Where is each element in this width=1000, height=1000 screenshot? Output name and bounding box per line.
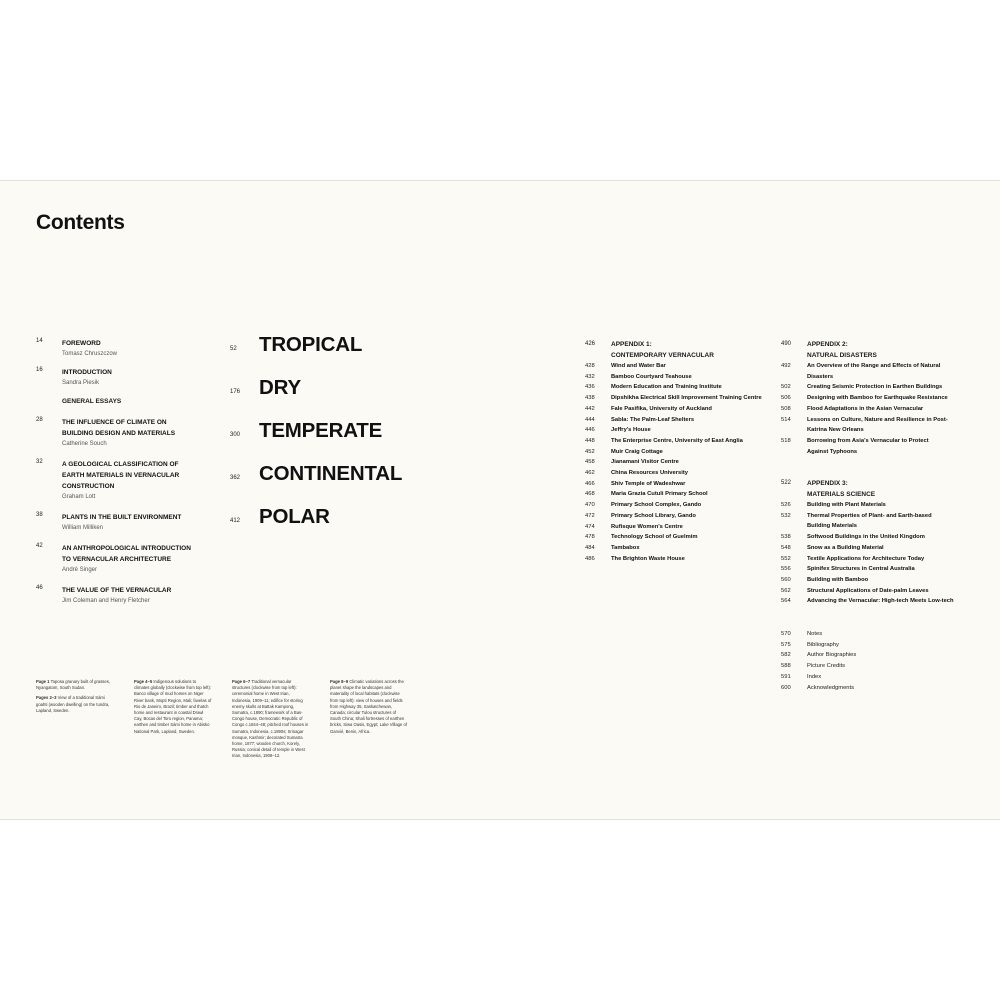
appendix-subtitle: CONTEMPORARY VERNACULAR: [611, 352, 714, 359]
page-number: 532: [781, 512, 791, 519]
caption-label: Page 8–9: [330, 679, 349, 684]
back-matter-list: [781, 629, 981, 693]
toc-entry[interactable]: [781, 640, 981, 651]
entry-title-line: Designing with Bamboo for Earthquake Resistance: [807, 395, 948, 402]
entry-title: Bibliography: [807, 641, 839, 648]
toc-entry[interactable]: [781, 575, 981, 586]
toc-entry[interactable]: [585, 436, 785, 447]
entry-title: Primary School Complex, Gando: [611, 502, 702, 509]
toc-entry[interactable]: [36, 585, 226, 606]
page-title: Contents: [36, 211, 125, 234]
page-number: 458: [585, 459, 595, 466]
toc-entry[interactable]: [781, 532, 981, 543]
toc-entry[interactable]: [585, 393, 785, 404]
page-number: 28: [36, 417, 43, 423]
entry-title: Modern Education and Training Institute: [611, 384, 722, 391]
page-number: 484: [585, 544, 595, 551]
page-number: 564: [781, 598, 791, 605]
entry-title: Index: [807, 673, 822, 680]
page-number: 472: [585, 512, 595, 519]
caption-label: Page 1: [36, 679, 50, 684]
page-number: 474: [585, 523, 595, 530]
page-number: 38: [36, 512, 43, 518]
appendix-label: APPENDIX 2:: [807, 341, 848, 348]
page-number: 14: [36, 338, 43, 344]
page-number: 548: [781, 544, 791, 551]
page-number: 470: [585, 502, 595, 509]
toc-entry[interactable]: [781, 361, 981, 382]
appendix-heading[interactable]: [781, 339, 981, 361]
page-number: 442: [585, 405, 595, 412]
entry-title: China Resources University: [611, 470, 688, 477]
entry-title-line: Against Typhoons: [807, 448, 858, 455]
caption-label: Pages 2–3: [36, 695, 57, 701]
toc-entry[interactable]: [585, 554, 785, 565]
page-number: 562: [781, 587, 791, 594]
page-number: 432: [585, 373, 595, 380]
toc-entry[interactable]: [781, 554, 981, 565]
toc-entry[interactable]: [36, 543, 226, 575]
entry-title-line: Structural Applications of Date-palm Leaves: [807, 587, 929, 594]
toc-entry[interactable]: [36, 417, 226, 449]
toc-entry[interactable]: [585, 479, 785, 490]
climate-name: DRY: [259, 376, 301, 399]
page-number: 32: [36, 459, 43, 465]
page-number: 46: [36, 585, 43, 591]
appendix-heading[interactable]: [781, 478, 981, 500]
page-number: 176: [230, 389, 241, 395]
page-number: 582: [781, 652, 791, 659]
entry-title: Sabla: The Palm-Leaf Shelters: [611, 416, 695, 423]
page-number: 468: [585, 491, 595, 498]
entry-title-line: Katrina New Orleans: [807, 427, 864, 434]
page-number: 300: [230, 432, 241, 438]
appendix-2-list: [781, 361, 981, 457]
entry-title-line: EARTH MATERIALS IN VERNACULAR: [62, 472, 180, 479]
caption-text: Toposa granary built of grasses, Nyangatom, South Sudan.: [36, 679, 110, 691]
toc-entry-introduction[interactable]: [36, 367, 226, 388]
page-number: 412: [230, 518, 241, 524]
climates-column: [226, 333, 456, 548]
entry-title-line: BUILDING DESIGN AND MATERIALS: [62, 430, 176, 437]
appendix-1: [585, 339, 785, 564]
toc-entry[interactable]: [585, 404, 785, 415]
entry-title: Tambabox: [611, 544, 640, 551]
entry-title: Muir Craig Cottage: [611, 448, 663, 455]
entry-title-line: Building Materials: [807, 523, 857, 530]
entry-title-line: Thermal Properties of Plant- and Earth-based: [807, 512, 932, 519]
entry-author: Sandra Piesik: [62, 380, 100, 386]
toc-entry[interactable]: [781, 661, 981, 672]
toc-entry[interactable]: [585, 500, 785, 511]
entry-title: Notes: [807, 631, 823, 637]
entry-author: William Milliken: [62, 525, 104, 531]
climate-name: POLAR: [259, 505, 330, 528]
entry-title-line: THE VALUE OF THE VERNACULAR: [62, 587, 172, 594]
entry-title: Primary School Library, Gando: [611, 512, 696, 519]
entry-title-line: Disasters: [807, 373, 834, 380]
entry-title-line: Advancing the Vernacular: High-tech Meets Low-tech: [807, 598, 954, 605]
toc-entry[interactable]: [781, 683, 981, 694]
page-number: 426: [585, 341, 596, 347]
page-number: 600: [781, 684, 791, 691]
toc-entry[interactable]: [585, 415, 785, 426]
page-number: 518: [781, 437, 791, 444]
entry-title-line: Spinifex Structures in Central Australia: [807, 566, 915, 573]
toc-entry[interactable]: [781, 436, 981, 457]
entry-author: Catherine Souch: [62, 441, 107, 447]
toc-entry[interactable]: [585, 361, 785, 372]
page-number: 526: [781, 502, 791, 508]
page-number: 575: [781, 641, 791, 648]
toc-entry[interactable]: [585, 468, 785, 479]
appendix-3-list: [781, 500, 981, 607]
appendix-heading[interactable]: [585, 339, 785, 361]
toc-entry[interactable]: [781, 596, 981, 607]
page-number: 502: [781, 384, 791, 391]
toc-entry-climate[interactable]: [226, 462, 456, 505]
page-number: 462: [585, 470, 595, 477]
caption-pages-8-9: [330, 679, 408, 739]
toc-entry[interactable]: [781, 500, 981, 511]
caption-text: Traditional vernacular structures (clockwise from top left): ceremonial home in West Irian, Indonesia, 1909–11; edifice for storing enemy skulls at Battak Kampong, Sumatra, c.1890; framework of a Bas-Congo house, Democratic Republic of Congo c.1844–48; pitched roof houses in Sumatra, Indonesia, c.1890s; Srinagar mosque, Kashmir; decorated Sumatra home, 1877; wooden church, Korely, Russia; conical detail of temple in West Irian, Indonesia, 1908–12.: [232, 679, 309, 759]
toc-entry[interactable]: [585, 522, 785, 533]
entry-title-line: Building with Bamboo: [807, 576, 869, 583]
page-number: 570: [781, 631, 791, 637]
entry-title-line: TO VERNACULAR ARCHITECTURE: [62, 556, 172, 563]
toc-entry[interactable]: [585, 382, 785, 393]
entry-title-line: Building with Plant Materials: [807, 502, 886, 508]
toc-entry[interactable]: [585, 543, 785, 554]
entry-title: Shiv Temple of Wadeshwar: [611, 480, 686, 487]
entry-title-line: Flood Adaptations in the Asian Vernacular: [807, 405, 924, 412]
page-number: 522: [781, 480, 792, 486]
toc-entry-foreword[interactable]: [36, 338, 226, 359]
toc-entry[interactable]: [585, 447, 785, 458]
page-number: 436: [585, 384, 595, 391]
entry-title-line: Lessons on Culture, Nature and Resilience in Post-: [807, 416, 948, 423]
toc-entry[interactable]: [781, 564, 981, 575]
entry-title: Jianamani Visitor Centre: [611, 459, 679, 466]
appendix-subtitle: NATURAL DISASTERS: [807, 352, 877, 359]
page-number: 478: [585, 534, 595, 541]
toc-entry[interactable]: [585, 489, 785, 500]
entry-author: André Singer: [62, 567, 98, 573]
entry-title-line: A GEOLOGICAL CLASSIFICATION OF: [62, 461, 179, 468]
appendix-2: [781, 339, 981, 457]
toc-entry-climate[interactable]: [226, 419, 456, 462]
page-number: 16: [36, 367, 43, 373]
toc-entry[interactable]: [781, 404, 981, 415]
climate-name: TROPICAL: [259, 333, 363, 356]
page-number: 452: [585, 448, 595, 455]
entry-title-line: Textile Applications for Architecture Today: [807, 555, 925, 562]
page-number: 444: [585, 416, 595, 423]
caption-label: Page 4–5: [134, 679, 153, 684]
page-number: 492: [781, 363, 791, 369]
entry-title: The Brighton Waste House: [611, 555, 685, 562]
appendix-3: [781, 478, 981, 607]
toc-entry[interactable]: [781, 511, 981, 532]
entry-title: Author Biographies: [807, 652, 857, 659]
toc-entry[interactable]: [585, 425, 785, 436]
page-number: 446: [585, 427, 595, 434]
entry-title: The Enterprise Centre, University of East Anglia: [611, 437, 743, 444]
page-number: 560: [781, 576, 791, 583]
entry-title: Dipshikha Electrical Skill Improvement Training Centre: [611, 395, 762, 402]
page-number: 588: [781, 663, 791, 670]
entry-title: Picture Credits: [807, 663, 846, 670]
toc-entry-climate[interactable]: [226, 333, 456, 376]
caption-text: Climatic variations across the planet shape the landscapes and materiality of local habitats (clockwise from top left): view of houses and fields from Highway 35, Saskatchewan, Canada; circular Tulou structures of South China; Shali fortresses of earthen bricks, Siwa Oasis, Egypt; Lake Village of Ganvié, Benin, Africa.: [330, 679, 407, 734]
entry-title: Jeffry's House: [611, 427, 651, 434]
caption-label: Page 6–7: [232, 679, 251, 684]
toc-entry[interactable]: [781, 543, 981, 554]
page-number: 552: [781, 555, 791, 562]
page-number: 514: [781, 416, 791, 423]
appendix-label: APPENDIX 3:: [807, 480, 848, 487]
entry-title-line: CONSTRUCTION: [62, 483, 115, 490]
page-number: 52: [230, 346, 237, 352]
appendix-1-list: [585, 361, 785, 564]
entry-title-line: Softwood Buildings in the United Kingdom: [807, 534, 925, 541]
toc-entry[interactable]: [781, 382, 981, 393]
entry-author: Graham Lott: [62, 494, 96, 500]
section-heading-general-essays: GENERAL ESSAYS: [62, 398, 122, 405]
entry-title-line: THE INFLUENCE OF CLIMATE ON: [62, 419, 167, 426]
caption-pages-4-5: [134, 679, 212, 739]
page-number: 538: [781, 534, 791, 541]
page-number: 428: [585, 363, 595, 369]
page-number: 506: [781, 395, 791, 402]
page-number: 466: [585, 480, 595, 487]
climate-name: TEMPERATE: [259, 419, 383, 442]
climate-name: CONTINENTAL: [259, 462, 403, 485]
page-number: 438: [585, 395, 595, 402]
entry-title-line: AN ANTHROPOLOGICAL INTRODUCTION: [62, 545, 191, 552]
toc-entry[interactable]: [781, 393, 981, 404]
toc-entry[interactable]: [781, 672, 981, 683]
toc-entry[interactable]: [781, 586, 981, 597]
toc-entry[interactable]: [781, 650, 981, 661]
entry-title: Fale Pasifika, University of Auckland: [611, 405, 712, 412]
page-number: 448: [585, 437, 595, 444]
page-number: 591: [781, 673, 791, 680]
entry-title-line: Borrowing from Asia's Vernacular to Protect: [807, 437, 929, 444]
contents-spread: [0, 180, 1000, 820]
entry-title-line: An Overview of the Range and Effects of Natural: [807, 363, 941, 369]
toc-entry[interactable]: [781, 415, 981, 436]
caption-pages-1-3: [36, 679, 114, 718]
appendix-label: APPENDIX 1:: [611, 341, 652, 348]
entry-title: Acknowledgments: [807, 684, 855, 691]
toc-entry[interactable]: [585, 511, 785, 522]
caption-text: Indigenous solutions to climates globally (clockwise from top left): Banco village of mud homes on Niger River bank, Mopti Region, Mali; favelas of Rio de Janeiro, Brazil; timber and thatch home and restaurant in coastal Drawl Cay, Bocas del Toro region, Panama; earthen and timber Sámi home in Abisko National Park, Lapland, Sweden.: [134, 679, 212, 734]
page-number: 556: [781, 566, 791, 573]
toc-entry[interactable]: [36, 459, 226, 502]
toc-entry[interactable]: [781, 629, 981, 640]
appendix-subtitle: MATERIALS SCIENCE: [807, 491, 876, 498]
entry-title: INTRODUCTION: [62, 369, 112, 376]
entry-title-line: PLANTS IN THE BUILT ENVIRONMENT: [62, 514, 182, 521]
entry-title: Bamboo Courtyard Teahouse: [611, 373, 692, 380]
page-number: 486: [585, 555, 595, 562]
caption-pages-6-7: [232, 679, 310, 764]
toc-entry[interactable]: [585, 532, 785, 543]
caption-text: View of a traditional Sámi goahti (wooden dwelling) on the tundra, Lapland, Sweden.: [36, 695, 110, 713]
entry-title: Maria Grazia Cutuli Primary School: [611, 491, 708, 498]
entry-title: Technology School of Guelmim: [611, 534, 698, 541]
entry-title: Wind and Water Bar: [611, 363, 666, 369]
entry-title: FOREWORD: [62, 340, 101, 347]
page-number: 42: [36, 543, 43, 549]
toc-entry-climate[interactable]: [226, 376, 456, 419]
entry-title-line: Snow as a Building Material: [807, 544, 884, 551]
essays-column: [36, 338, 226, 616]
page-number: 490: [781, 341, 792, 347]
entry-title-line: Creating Seismic Protection in Earthen Buildings: [807, 384, 943, 391]
page-number: 508: [781, 405, 791, 412]
entry-author: Tomasz Chruszczow: [62, 351, 118, 357]
page-number: 362: [230, 475, 241, 481]
toc-entry[interactable]: [585, 372, 785, 383]
entry-title: Rufisque Women's Centre: [611, 523, 683, 530]
entry-author: Jim Coleman and Henry Fletcher: [62, 598, 150, 604]
toc-entry[interactable]: [585, 457, 785, 468]
toc-entry-climate[interactable]: [226, 505, 456, 548]
toc-entry[interactable]: [36, 512, 226, 533]
